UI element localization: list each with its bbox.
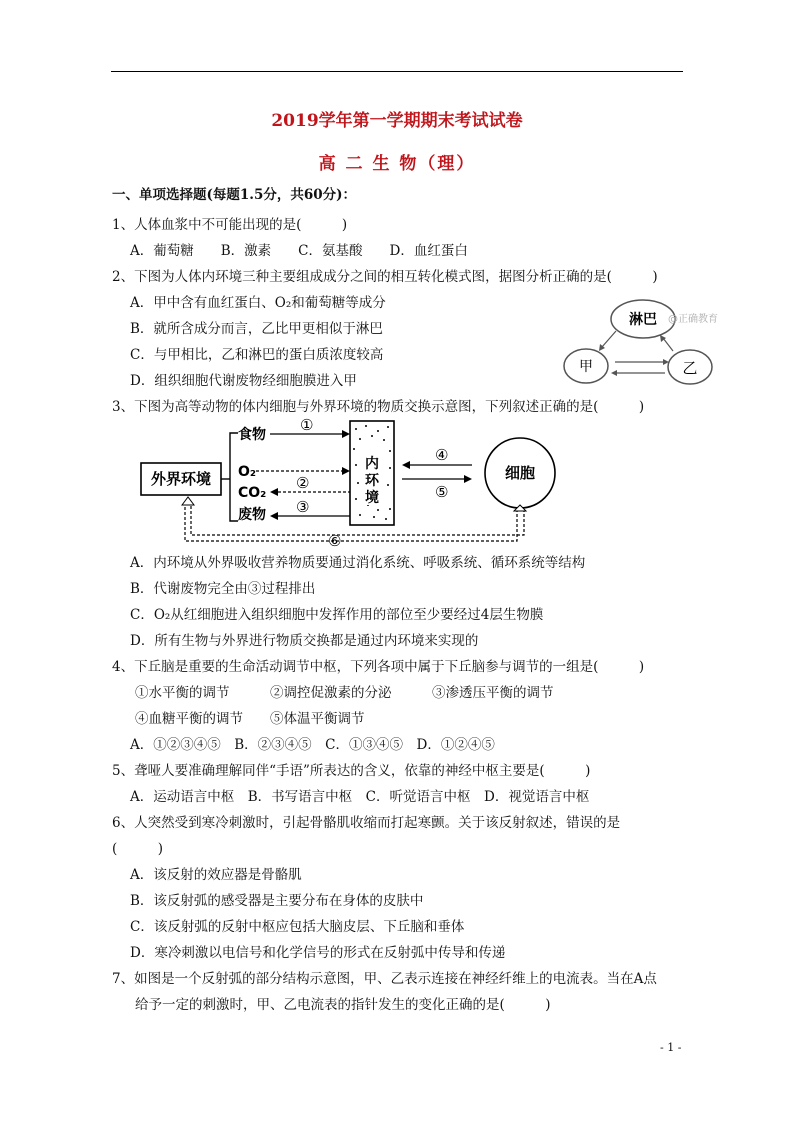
exam-subtitle: 高 二 生 物（理） bbox=[318, 154, 476, 174]
q3-option-c: C．O₂从红细胞进入组织细胞中发挥作用的部位至少要经过4层生物膜 bbox=[130, 607, 544, 623]
top-rule bbox=[111, 71, 683, 72]
q3-option-d: D．所有生物与外界进行物质交换都是通过内环境来实现的 bbox=[130, 633, 479, 649]
q3-option-a: A．内环境从外界吸收营养物质要通过消化系统、呼吸系统、循环系统等结构 bbox=[130, 555, 586, 571]
waste-label: 废物 bbox=[238, 507, 266, 523]
yi-label: 乙 bbox=[682, 359, 698, 377]
q4-items-row1: ①水平衡的调节 ②调控促激素的分泌 ③渗透压平衡的调节 bbox=[135, 685, 554, 701]
q6-option-c: C．该反射弧的反射中枢应包括大脑皮层、下丘脑和垂体 bbox=[130, 919, 465, 935]
cell-label: 细胞 bbox=[504, 464, 536, 482]
inner-env-char-2: 环 bbox=[365, 473, 379, 489]
q2-option-a: A．甲中含有血红蛋白、O₂和葡萄糖等成分 bbox=[130, 295, 386, 311]
exam-title: 2019学年第一学期期末考试试卷 bbox=[271, 111, 523, 131]
material-exchange-diagram bbox=[138, 413, 558, 548]
q2-option-b: B．就所含成分而言，乙比甲更相似于淋巴 bbox=[130, 321, 383, 337]
watermark: @正确教育 bbox=[668, 314, 718, 325]
q4-options: A．①②③④⑤ B．②③④⑤ C．①③④⑤ D．①②④⑤ bbox=[130, 737, 495, 753]
q1-stem: 1、人体血浆中不可能出现的是( ) bbox=[112, 217, 348, 233]
jia-label: 甲 bbox=[579, 359, 593, 375]
q2-stem: 2、下图为人体内环境三种主要组成成分之间的相互转化模式图，据图分析正确的是( ) bbox=[112, 269, 658, 285]
q5-options: A．运动语言中枢 B．书写语言中枢 C．听觉语言中枢 D．视觉语言中枢 bbox=[130, 789, 590, 805]
lymph-label: 淋巴 bbox=[629, 312, 657, 328]
page-number: - 1 - bbox=[660, 1041, 682, 1054]
step-3: ③ bbox=[296, 498, 310, 516]
inner-env-char-1: 内 bbox=[365, 456, 379, 472]
q6-option-a: A．该反射的效应器是骨骼肌 bbox=[130, 867, 302, 883]
q1-options: A．葡萄糖 B．激素 C．氨基酸 D．血红蛋白 bbox=[130, 243, 468, 259]
q6-answer-blank: ( ) bbox=[112, 841, 164, 857]
q4-items-row2: ④血糖平衡的调节 ⑤体温平衡调节 bbox=[135, 711, 365, 727]
step-1: ① bbox=[300, 416, 314, 434]
q6-option-b: B．该反射弧的感受器是主要分布在身体的皮肤中 bbox=[130, 893, 424, 909]
body-fluid-diagram bbox=[560, 295, 720, 395]
o2-label: O₂ bbox=[238, 464, 257, 480]
step-4: ④ bbox=[435, 446, 449, 464]
q5-stem: 5、聋哑人要准确理解同伴“手语”所表达的含义，依靠的神经中枢主要是( ) bbox=[112, 763, 591, 779]
q6-stem: 6、人突然受到寒冷刺激时，引起骨骼肌收缩而打起寒颤。关于该反射叙述，错误的是 bbox=[112, 815, 621, 831]
q2-option-d: D．组织细胞代谢废物经细胞膜进入甲 bbox=[130, 373, 357, 389]
co2-label: CO₂ bbox=[238, 485, 267, 501]
q3-option-b: B．代谢废物完全由③过程排出 bbox=[130, 581, 316, 597]
section-heading: 一、单项选择题(每题1.5分，共60分)： bbox=[112, 187, 357, 203]
step-2: ② bbox=[296, 474, 310, 492]
step-6: ⑥ bbox=[328, 532, 342, 548]
q7-stem-line1: 7、如图是一个反射弧的部分结构示意图，甲、乙表示连接在神经纤维上的电流表。当在A点 bbox=[112, 971, 657, 987]
q7-stem-line2: 给予一定的刺激时，甲、乙电流表的指针发生的变化正确的是( ) bbox=[135, 997, 551, 1013]
q3-stem: 3、下图为高等动物的体内细胞与外界环境的物质交换示意图，下列叙述正确的是( ) bbox=[112, 399, 645, 415]
q4-stem: 4、下丘脑是重要的生命活动调节中枢，下列各项中属于下丘脑参与调节的一组是( ) bbox=[112, 659, 645, 675]
q2-option-c: C．与甲相比，乙和淋巴的蛋白质浓度较高 bbox=[130, 347, 384, 363]
food-label: 食物 bbox=[238, 427, 266, 443]
q6-option-d: D．寒冷刺激以电信号和化学信号的形式在反射弧中传导和传递 bbox=[130, 945, 506, 961]
inner-env-char-3: 境 bbox=[365, 490, 379, 506]
step-5: ⑤ bbox=[435, 483, 449, 501]
outside-env-label: 外界环境 bbox=[150, 470, 212, 488]
